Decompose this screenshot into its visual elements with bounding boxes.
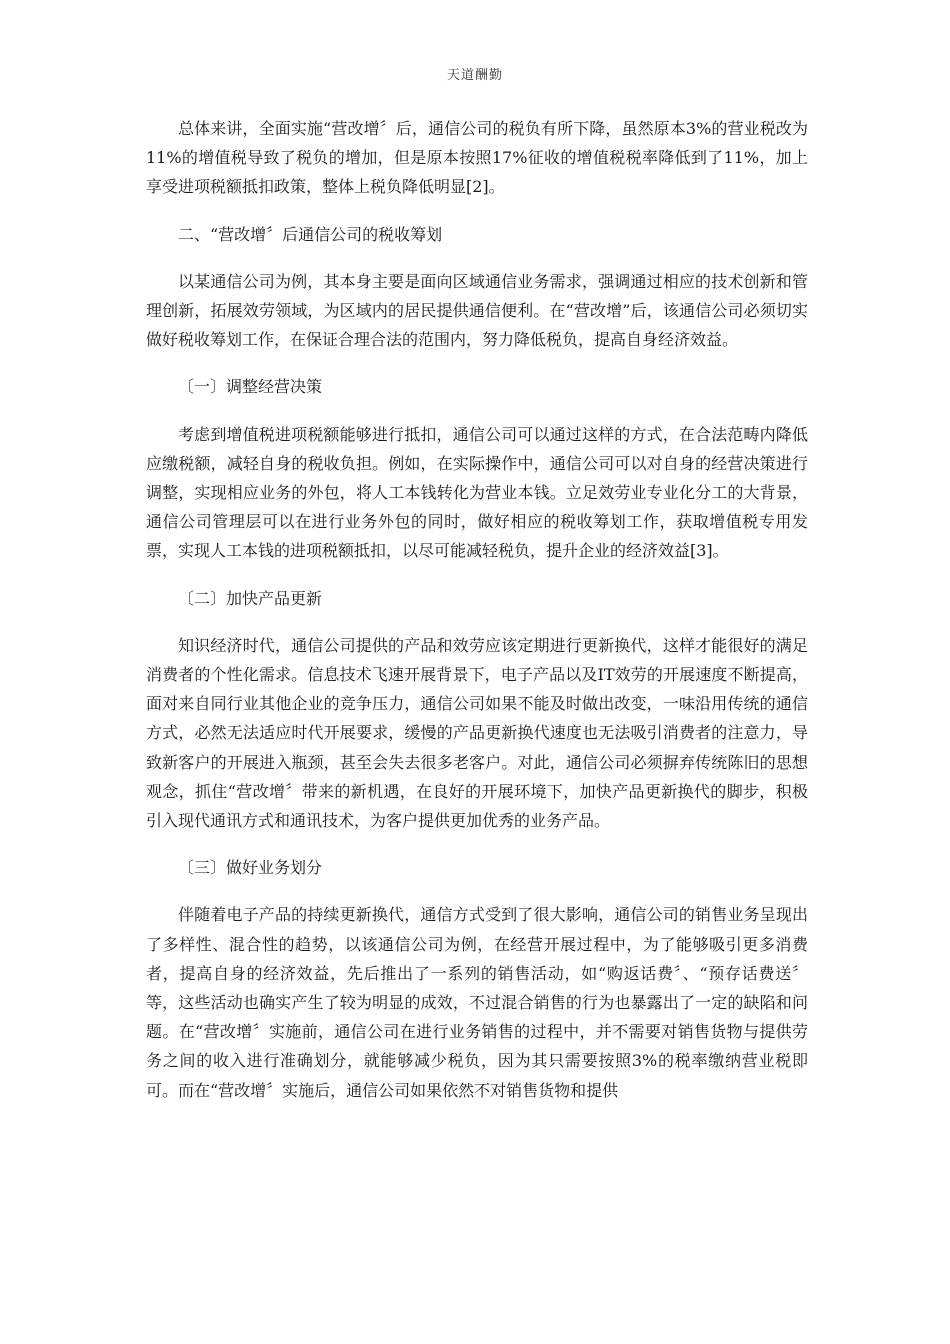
paragraph-example-company: 以某通信公司为例，其本身主要是面向区域通信业务需求，强调通过相应的技术创新和管理创新，拓展效劳领域，为区域内的居民提供通信便利。在“营改增”后，该通信公司必须切实做好税收筹划工作，在保证合理合法的范围内，努力降低税负，提高自身经济效益。: [146, 271, 808, 350]
paragraph-summary: 总体来讲，全面实施“营改增〞后，通信公司的税负有所下降，虽然原本3%的营业税改为11%的增值税导致了税负的增加，但是原本按照17%征收的增值税税率降低到了11%，加上享受进项税额抵扣政策，整体上税负降低明显[2]。: [146, 119, 808, 197]
paragraph-adjust-decisions: 考虑到增值税进项税额能够进行抵扣，通信公司可以通过这样的方式，在合法范畴内降低应缴税额，减轻自身的税收负担。例如，在实际操作中，通信公司可以对自身的经营决策进行调整，实现相应业务的外包，将人工本钱转化为营业本钱。立足效劳业专业化分工的大背景，通信公司管理层可以在进行业务外包的同时，做好相应的税收筹划工作，获取增值税专用发票，实现人工本钱的进项税额抵扣，以尽可能减轻税负，提升企业的经济效益[3]。: [146, 424, 808, 561]
document-body: [146, 114, 808, 1123]
section-heading-tax-planning: 二、“营改增〞后通信公司的税收筹划: [178, 224, 443, 244]
subheading-adjust-decisions: 〔一〕调整经营决策: [178, 377, 323, 397]
page-header: 天道酬勤: [446, 68, 503, 83]
paragraph-business-division: 伴随着电子产品的持续更新换代，通信方式受到了很大影响，通信公司的销售业务呈现出了多样性、混合性的趋势，以该通信公司为例，在经营开展过程中，为了能够吸引更多消费者，提高自身的经济效益，先后推出了一系列的销售活动，如“购返话费〞、“预存话费送〞等，这些活动也确实产生了较为明显的成效，不过混合销售的行为也暴露出了一定的缺陷和问题。在“营改增〞实施前，通信公司在进行业务销售的过程中，并不需要对销售货物与提供劳务之间的收入进行准确划分，就能够减少税负，因为其只需要按照3%的税率缴纳营业税即可。而在“营改增〞实施后，通信公司如果依然不对销售货物和提供: [146, 905, 808, 1100]
subheading-business-division: 〔三〕做好业务划分: [178, 858, 323, 878]
subheading-product-update: 〔二〕加快产品更新: [178, 588, 323, 608]
paragraph-product-update: 知识经济时代，通信公司提供的产品和效劳应该定期进行更新换代，这样才能很好的满足消费者的个性化需求。信息技术飞速开展背景下，电子产品以及IT效劳的开展速度不断提高，面对来自同行业其他企业的竞争压力，通信公司如果不能及时做出改变，一味沿用传统的通信方式，必然无法适应时代开展要求，缓慢的产品更新换代速度也无法吸引消费者的注意力，导致新客户的开展进入瓶颈，甚至会失去很多老客户。对此，通信公司必须摒弃传统陈旧的思想观念，抓住“营改增〞带来的新机遇，在良好的开展环境下，加快产品更新换代的脚步，积极引入现代通讯方式和通讯技术，为客户提供更加优秀的业务产品。: [146, 635, 808, 831]
